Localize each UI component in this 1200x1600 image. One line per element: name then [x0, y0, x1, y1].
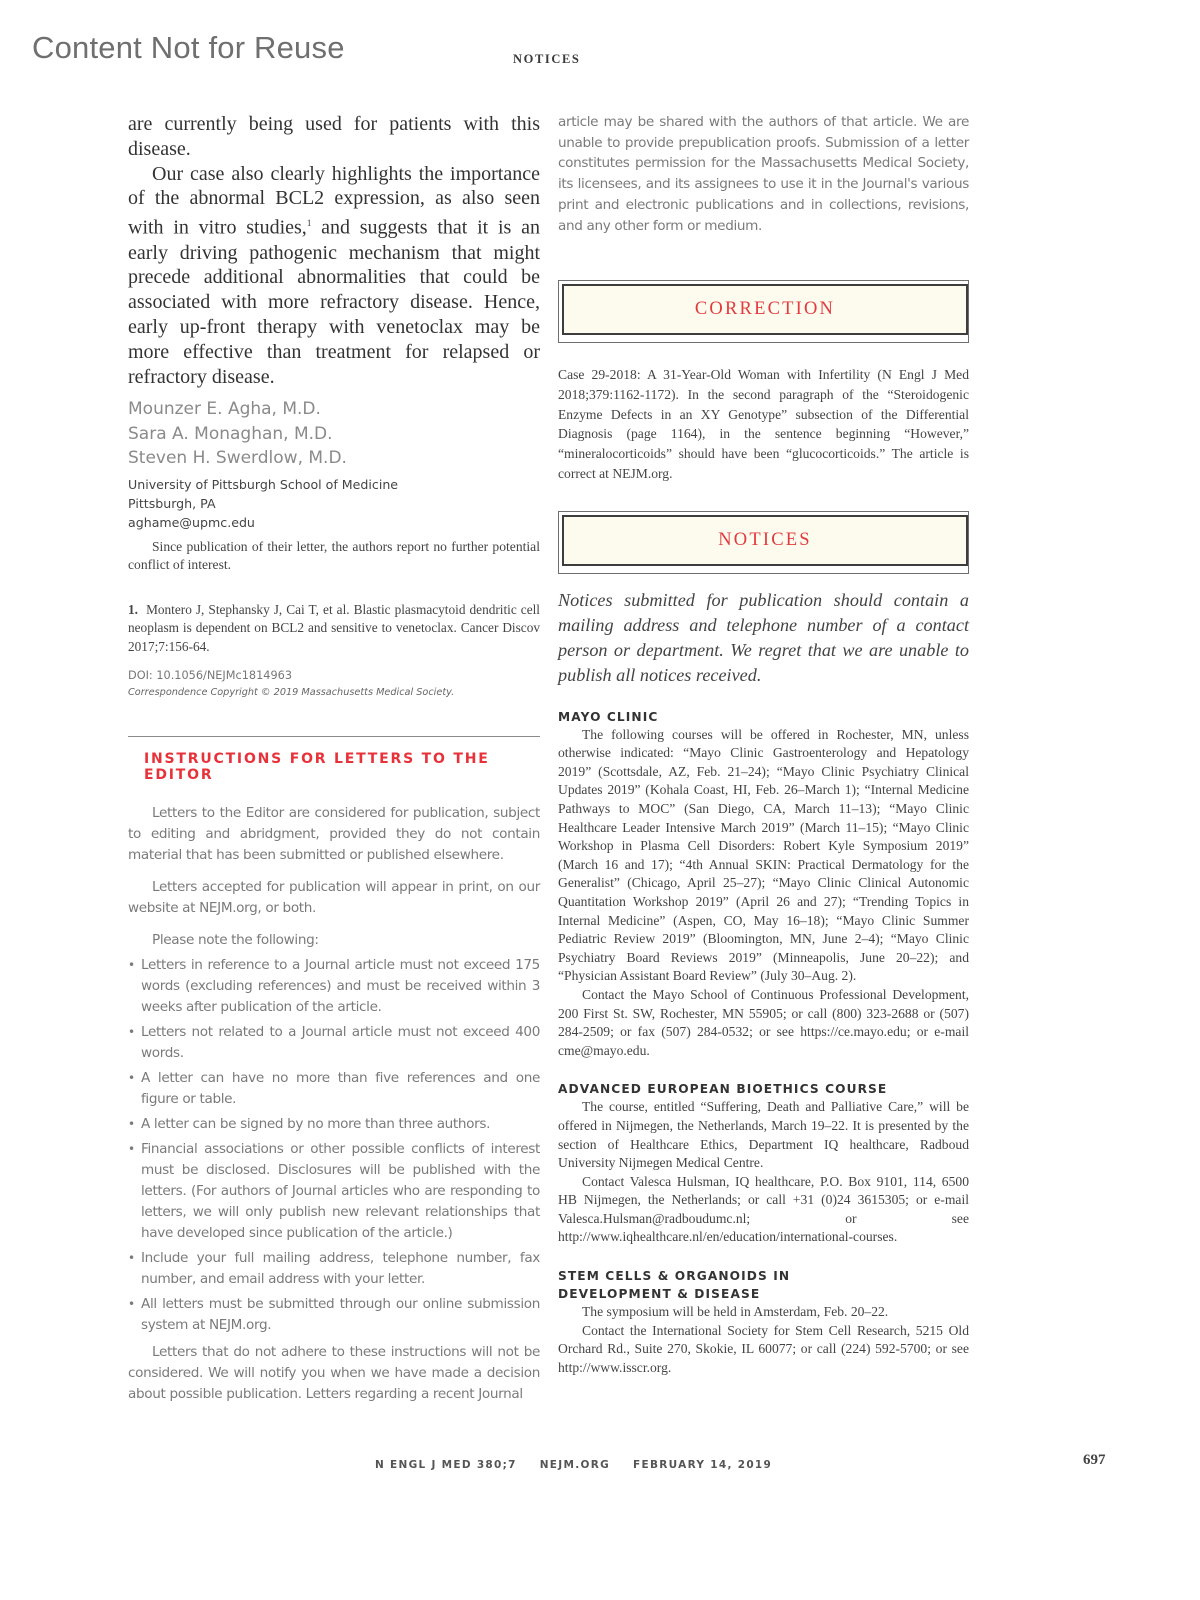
- instructions-body: [128, 803, 540, 1405]
- instructions-continued: article may be shared with the authors of that article. We are unable to provide prepublication proofs. Submission of a letter constitutes permission for the Massachusetts Medical Society, its licensees, and its assignees to use it in the Journal's various print and electronic publications and in collections, revisions, and any other form or medium.: [558, 114, 969, 234]
- instructions-paragraph: Letters that do not adhere to these instructions will not be considered. We will notify you when we have made a decision about possible publication. Letters regarding a recent Journal: [128, 1344, 540, 1403]
- notice-paragraph: The course, entitled “Suffering, Death and Palliative Care,” will be offered in Nijmegen, the Netherlands, March 19–22. It is presented by the section of Healthcare Ethics, Department IQ healthcare, Radboud University Nijmegen Medical Centre.: [558, 1099, 969, 1171]
- running-head: NOTICES: [513, 52, 581, 66]
- citation-superscript: 1: [306, 218, 312, 229]
- bullet-item: • Financial associations or other possible conflicts of interest must be disclosed. Disclosures will be published with the letters. (For authors of Journal articles who are responding to letters, we will only publish new relevant relationships that have developed since publication of the article.): [128, 1139, 540, 1244]
- notice-heading: STEM CELLS & ORGANOIDS IN DEVELOPMENT & DISEASE: [558, 1269, 791, 1302]
- bullet-item: • Letters in reference to a Journal article must not exceed 175 words (excluding references) and must be received within 3 weeks after publication of the article.: [128, 955, 540, 1018]
- instructions-paragraph: Letters to the Editor are considered for publication, subject to editing and abridgment, provided they do not contain material that has been submitted or published elsewhere.: [128, 805, 540, 864]
- reference-item: 1. Montero J, Stephansky J, Cai T, et al. Blastic plasmacytoid dendritic cell neoplasm is dependent on BCL2 and sensitive to venetoclax. Cancer Discov 2017;7:156-64.: [128, 601, 540, 654]
- author-list: [128, 397, 540, 471]
- notice-mayo-clinic: [558, 708, 969, 1061]
- letter-paragraph: are currently being used for patients with this disease.: [128, 113, 540, 160]
- author-email[interactable]: aghame@upmc.edu: [128, 514, 255, 530]
- footer-site: NEJM.ORG: [539, 1459, 611, 1471]
- correction-heading: CORRECTION: [562, 284, 968, 335]
- author-name: Steven H. Swerdlow, M.D.: [128, 448, 347, 469]
- left-column: [128, 112, 540, 1405]
- notice-paragraph: The symposium will be held in Amsterdam, Feb. 20–22.: [582, 1304, 889, 1320]
- disclosure-statement: Since publication of their letter, the authors report no further potential conflict of interest.: [128, 538, 540, 573]
- bullet-item: • A letter can have no more than five references and one figure or table.: [128, 1068, 540, 1110]
- right-column: [558, 112, 969, 1377]
- bullet-item: • Include your full mailing address, telephone number, fax number, and email address with your letter.: [128, 1248, 540, 1290]
- institution: University of Pittsburgh School of Medicine: [128, 476, 399, 492]
- instructions-paragraph: Letters accepted for publication will appear in print, on our website at NEJM.org, or both.: [128, 879, 540, 917]
- instructions-heading: INSTRUCTIONS FOR LETTERS TO THE EDITOR: [144, 751, 490, 784]
- section-divider: [128, 736, 540, 737]
- bullet-item: • A letter can be signed by no more than three authors.: [128, 1114, 540, 1135]
- notice-paragraph: Contact the Mayo School of Continuous Professional Development, 200 First St. SW, Rochester, MN 55905; or call (800) 323-2688 or (507) 284-2509; or fax (507) 284-0532; or see https://ce.mayo.edu; or e-mail cme@mayo.edu.: [558, 986, 969, 1058]
- notice-bioethics-course: [558, 1080, 969, 1247]
- notice-stem-cells: [558, 1267, 969, 1377]
- bullet-item: • All letters must be submitted through our online submission system at NEJM.org.: [128, 1294, 540, 1336]
- notice-heading: ADVANCED EUROPEAN BIOETHICS COURSE: [558, 1082, 888, 1097]
- affiliation: [128, 475, 540, 532]
- footer-date: FEBRUARY 14, 2019: [633, 1459, 773, 1471]
- notice-paragraph: The following courses will be offered in Rochester, MN, unless otherwise indicated: “Mayo Clinic Gastroenterology and Hepatology 2019” (Scottsdale, AZ, Feb. 21–24); “Mayo Clinic Psychiatry Clinical Updates 2019” (Kohala Coast, HI, Feb. 26–March 1); “Internal Medicine Pathways to MOC” (San Diego, CA, March 11–13); “Mayo Clinic Healthcare Leader Intensive March 2019” (March 11–15); “Mayo Clinic Workshop in Plasma Cell Disorders: Robert Kyle Symposium 2019” (March 16 and 17); “4th Annual SKIN: Practical Dermatology for the Generalist” (Chicago, April 25–27); “Mayo Clinic Clinical Autonomic Quantitation Workshop 2019” (April 26 and 27); “Trending Topics in Internal Medicine” (Aspen, CO, May 16–18); “Mayo Clinic Summer Pediatric Review 2019” (Bloomington, MN, June 2–4); “Mayo Clinic Psychiatry Board Reviews 2019” (Minneapolis, June 20–22); and “Physician Assistant Board Review” (July 30–Aug. 2).: [558, 726, 969, 984]
- city: Pittsburgh, PA: [128, 495, 216, 511]
- notice-heading: MAYO CLINIC: [558, 709, 659, 724]
- page-footer: [375, 1459, 790, 1471]
- author-name: Sara A. Monaghan, M.D.: [128, 423, 333, 444]
- notices-header-box: [558, 511, 969, 574]
- instructions-paragraph: Please note the following:: [152, 932, 319, 949]
- instructions-bullet-list: [128, 955, 540, 1336]
- notice-paragraph: Contact Valesca Hulsman, IQ healthcare, P.O. Box 9101, 114, 6500 HB Nijmegen, the Netherlands; or call +31 (0)24 3615305; or e-mail Valesca.Hulsman@radboudumc.nl; or see http://www.iqhealthcare.nl/en/education/international-courses.: [558, 1173, 969, 1245]
- page-number: 697: [1083, 1452, 1106, 1468]
- letter-paragraph: Our case also clearly highlights the importance of the abnormal BCL2 expression, as also seen with in vitro studies,$^1$ and suggests that it is an early driving pathogenic mechanism that might precede additional abnormalities that could be associated with more refractory disease. Hence, early up-front therapy with venetoclax may be more effective than treatment for relapsed or refractory disease.: [128, 162, 541, 388]
- footer-citation: N ENGL J MED 380;7: [375, 1459, 517, 1471]
- notice-paragraph: Contact the International Society for Stem Cell Research, 5215 Old Orchard Rd., Suite 270, Skokie, IL 60077; or call (224) 592-5700; or see http://www.isscr.org.: [558, 1322, 969, 1375]
- notices-intro: Notices submitted for publication should contain a mailing address and telephone number of a contact person or department. We regret that we are unable to publish all notices received.: [558, 590, 969, 685]
- doi-link[interactable]: DOI: 10.1056/NEJMc1814963: [128, 669, 293, 683]
- correction-header-box: [558, 280, 969, 343]
- bullet-item: • Letters not related to a Journal article must not exceed 400 words.: [128, 1022, 540, 1064]
- watermark: Content Not for Reuse: [32, 30, 345, 65]
- copyright-line: Correspondence Copyright © 2019 Massachusetts Medical Society.: [128, 687, 455, 699]
- author-name: Mounzer E. Agha, M.D.: [128, 399, 321, 420]
- notices-heading: NOTICES: [562, 515, 968, 566]
- correction-text: Case 29-2018: A 31-Year-Old Woman with Infertility (N Engl J Med 2018;379:1162-1172). In the second paragraph of the “Steroidogenic Enzyme Defects in an XY Genotype” subsection of the Differential Diagnosis (page 1164), in the sentence beginning “However,” “mineralocorticoids” should have been “glucocorticoids.” The article is correct at NEJM.org.: [558, 367, 969, 481]
